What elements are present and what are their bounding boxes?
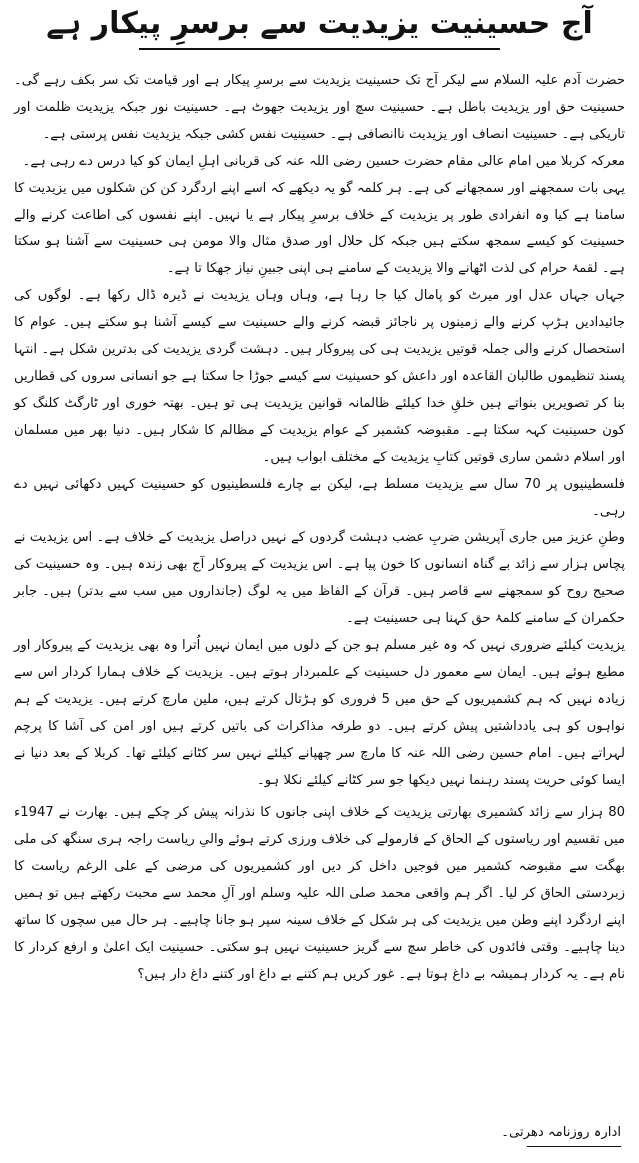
paragraph-justice: جہاں جہاں عدل اور میرٹ کو پامال کیا جا رہا ہے، وہاں وہاں یزیدیت نے ڈیرہ ڈال رکھا ہے۔ لوگوں کی جائیدادیں ہڑپ کرنے والے زمینوں پر ناجائز قبضہ کرنے والے حسینیت سے کیسے آشنا ہو سکتے ہیں۔ عوام کا استحصال کرنے والی جملہ قوتیں یزیدیت ہی کی پیروکار ہیں۔ دہشت گردی یزیدیت کی بدترین شکل ہے۔ انتہا پسند تنظیموں طالبان القاعدہ اور داعش کو حسینیت سے کیسے جوڑا جا سکتا ہے جو انسانی سروں کی قطاریں بنا کر تصویریں بنواتے ہیں خلقِ خدا کیلئے ظالمانہ قوانین یزیدیت ہی تو ہیں۔ بھتہ خوری اور ٹارگٹ کلنگ کو کون حسینیت کہہ سکتا ہے۔ مقبوضہ کشمیر کے عوام یزیدیت کے مظالم کا شکار ہیں۔ دنیا بھر میں مسلمان اور اسلام دشمن ساری قوتیں کتابِ یزیدیت کے مختلف ابواب ہیں۔ [14, 288, 625, 465]
paragraph-kashmir-martyrs: 80 ہزار سے زائد کشمیری بھارتی یزیدیت کے خلاف اپنی جانوں کا نذرانہ پیش کر چکے ہیں۔ بھارت نے 1947ء میں تقسیم اور ریاستوں کے الحاق کے فارمولے کی خلاف ورزی کرتے ہوئے والیِ ریاست راجہ ہری سنگھ کی ملی بھگت سے مقبوضہ کشمیر میں فوجیں داخل کر دیں اور کشمیریوں کی مرضی کے علی الرغم ریاست کا زبردستی الحاق کر لیا۔ اگر ہم واقعی محمد صلی اللہ علیہ وسلم اور آلِ محمد سے محبت رکھتے ہیں تو ہمیں اپنے اردگرد اپنے وطن میں یزیدیت کی ہر شکل کے خلاف سینہ سپر ہو جانا چاہیے۔ ہر حال میں سچوں کا ساتھ دینا چاہیے۔ وقتی فائدوں کی خاطر سچ سے گریز حسینیت نہیں ہو سکتی۔ حسینیت ایک اعلیٰ و ارفع کردار کا نام ہے۔ یہ کردار ہمیشہ بے داغ ہوتا ہے۔ غور کریں ہم کتنے بے داغ اور کتنے داغ دار ہیں؟ [14, 805, 625, 982]
paragraph-homeland: وطنِ عزیز میں جاری آپریشن ضربِ عضب دہشت گردوں کے نہیں دراصل یزیدیت کے خلاف ہے۔ اس یزیدیت نے پچاس ہزار سے زائد بے گناہ انسانوں کا خون پیا ہے۔ اس یزیدیت کے پیروکار آج بھی زندہ ہیں۔ وہ حسینیت کی صحیح روح کو سمجھنے سے قاصر ہیں۔ قرآن کے الفاظ میں یہ لوگ (جانداروں میں سب سے بدتر) ہیں۔ جابر حکمران کے سامنے کلمۂ حق کہنا ہی حسینیت ہے۔ [14, 530, 625, 627]
paragraph-intro: حضرت آدم علیہ السلام سے لیکر آج تک حسینیت یزیدیت سے برسرِ پیکار ہے اور قیامت تک سر بکف رہے گی۔ حسینیت حق اور یزیدیت باطل ہے۔ حسینیت سچ اور یزیدیت جھوٹ ہے۔ حسینیت نور جبکہ یزیدیت ظلمت اور تاریکی ہے۔ حسینیت انصاف اور یزیدیت ناانصافی ہے۔ حسینیت نفس کشی جبکہ یزیدیت نفس پرستی ہے۔ [14, 73, 625, 142]
paragraph-kashmir-role: یزیدیت کیلئے ضروری نہیں کہ وہ غیر مسلم ہو جن کے دلوں میں ایمان نہیں اُترا وہ بھی یزیدیت کے پیروکار اور مطیع ہوئے ہیں۔ ایمان سے معمور دل حسینیت کے علمبردار ہوتے ہیں۔ یزیدیت کے خلاف ہمارا کردار اس سے زیادہ نہیں کہ ہم کشمیریوں کے حق میں 5 فروری کو ہڑتال کرتے ہیں، ملین مارچ کرتے ہیں۔ یزیدیت کے ہم نواہوں کو ہی یادداشتیں پیش کرتے ہیں۔ دو طرفہ مذاکرات کی باتیں کرتے ہیں اور امن کی آشا کا پرچم لہراتے ہیں۔ امام حسین رضی اللہ عنہ کا مارچ سر چھپانے کیلئے نہیں سر کٹانے کیلئے تھا۔ کربلا کے بعد دنیا نے ایسا کوئی حریت پسند رہنما نہیں دیکھا جو سر کٹانے کیلئے نکلا ہو۔ [14, 638, 625, 788]
article-body [14, 68, 625, 989]
paragraph-karbala: معرکہ کربلا میں امام عالی مقام حضرت حسین رضی اللہ عنہ کی قربانی اہلِ ایمان کو کیا درس دے رہی ہے۔ [22, 153, 625, 169]
sign-off-underline [527, 1146, 621, 1147]
paragraph-palestine: فلسطینیوں پر 70 سال سے یزیدیت مسلط ہے، لیکن بے چارے فلسطینیوں کو حسینیت کہیں دکھائی نہیں دے رہی۔ [14, 476, 625, 519]
article-headline: آج حسینیت یزیدیت سے برسرِ پیکار ہے [46, 6, 593, 41]
headline-underline [139, 48, 500, 50]
headline-area [14, 0, 625, 68]
paragraph-understanding: یہی بات سمجھنے اور سمجھانے کی ہے۔ ہر کلمہ گو یہ دیکھے کہ اسے اپنے اردگرد کن کن شکلوں میں یزیدیت کا سامنا ہے کیا وہ انفرادی طور پر یزیدیت کے خلاف برسرِ پیکار ہے یا نہیں۔ اپنے نفسوں کی اطاعت کرنے والے حسینیت کو کیسے سمجھ سکتے ہیں جبکہ کل حلال اور صدق مثال والا مومن ہی حسینیت سے آشنا ہو سکتا ہے۔ لقمۂ حرام کی لذت اٹھانے والا یزیدیت کے سامنے ہی اپنی جبینِ نیاز جھکا تا ہے۔ [14, 180, 625, 277]
editorial-sign-off: ادارہ روزنامہ دھرتی۔ [501, 1125, 621, 1140]
